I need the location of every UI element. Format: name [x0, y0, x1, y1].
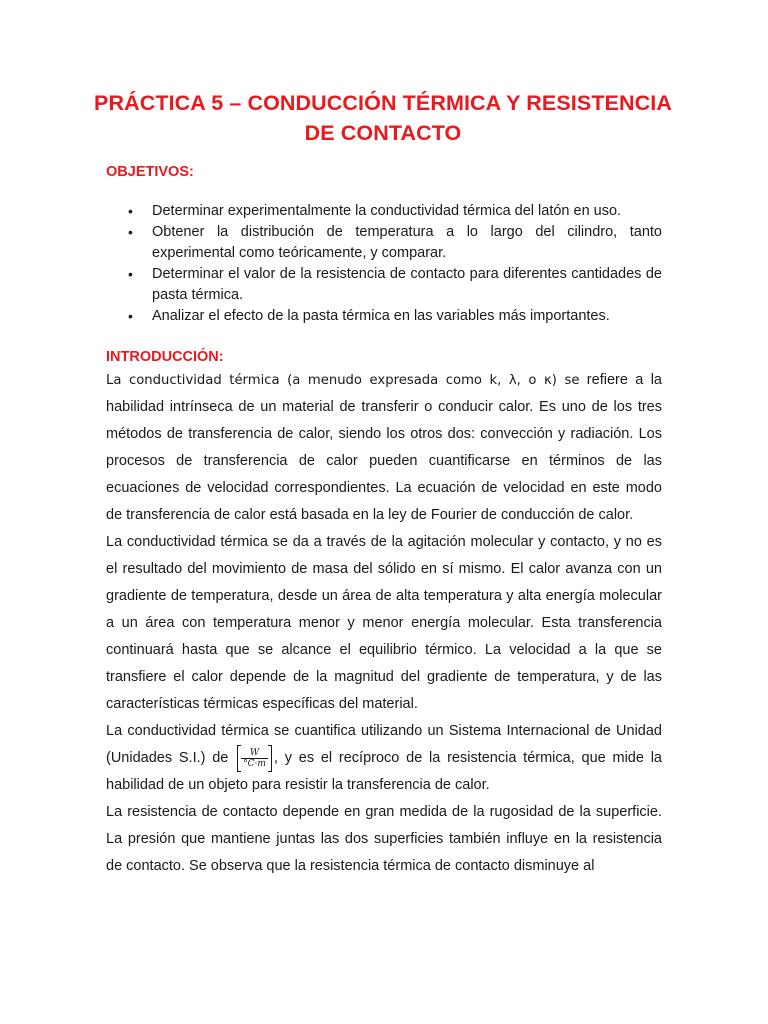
- paragraph-1-lead: La conductividad térmica (a menudo expresada como k, λ, o κ) se: [106, 373, 580, 388]
- unit-numerator: W: [241, 748, 268, 759]
- objective-item: • Obtener la distribución de temperatura a lo largo del cilindro, tanto experimental como teóricamente, y comparar.: [106, 222, 662, 264]
- introduction-heading: INTRODUCCIÓN:: [106, 349, 224, 365]
- objectives-list: [106, 201, 662, 327]
- intro-paragraph-4: La resistencia de contacto depende en gran medida de la rugosidad de la superficie. La presión que mantiene juntas las dos superficies también influye en la resistencia de contacto. Se observa que la resistencia térmica de contacto disminuye al: [106, 804, 662, 874]
- paragraph-3-after: , y es el recíproco de la resistencia térmica, que mide la habilidad de un objeto para resistir la transferencia de calor.: [106, 750, 662, 793]
- paragraph-1-rest: refiere a la habilidad intrínseca de un material de transferir o conducir calor. Es uno de los tres métodos de transferencia de calor, siendo los otros dos: convección y radiación. Los procesos de transferencia de calor pueden cuantificarse en términos de las ecuaciones de velocidad correspondientes. La ecuación de velocidad en este modo de transferencia de calor está basada en la ley de Fourier de conducción de calor.: [106, 372, 662, 523]
- document-page: [94, 88, 672, 880]
- objective-item: • Determinar experimentalmente la conductividad térmica del latón en uso.: [106, 201, 662, 222]
- intro-paragraph-1: [106, 367, 662, 529]
- objective-item: • Analizar el efecto de la pasta térmica en las variables más importantes.: [106, 306, 662, 327]
- objectives-heading: OBJETIVOS:: [106, 164, 194, 180]
- title-line-2: DE CONTACTO: [304, 121, 462, 145]
- intro-paragraph-2: La conductividad térmica se da a través de la agitación molecular y contacto, y no es el resultado del movimiento de masa del sólido en sí mismo. El calor avanza con un gradiente de temperatura, desde un área de alta temperatura y alta energía molecular a un área con temperatura menor y menor energía molecular. Esta transferencia continuará hasta que se alcance el equilibrio térmico. La velocidad a la que se transfiere el calor depende de la magnitud del gradiente de temperatura, y de las características térmicas específicas del material.: [106, 534, 662, 712]
- objective-item: • Determinar el valor de la resistencia de contacto para diferentes cantidades de pasta térmica.: [106, 264, 662, 306]
- paragraph-3-before: La conductividad térmica se cuantifica utilizando un Sistema Internacional de Unidad (Unidades S.I.) de: [106, 723, 662, 766]
- document-title: [76, 88, 690, 148]
- intro-paragraph-3: [106, 718, 662, 799]
- unit-fraction: [237, 748, 272, 769]
- title-line-1: PRÁCTICA 5 – CONDUCCIÓN TÉRMICA Y RESISTENCIA: [94, 91, 672, 115]
- unit-denominator: °C·m: [243, 758, 266, 769]
